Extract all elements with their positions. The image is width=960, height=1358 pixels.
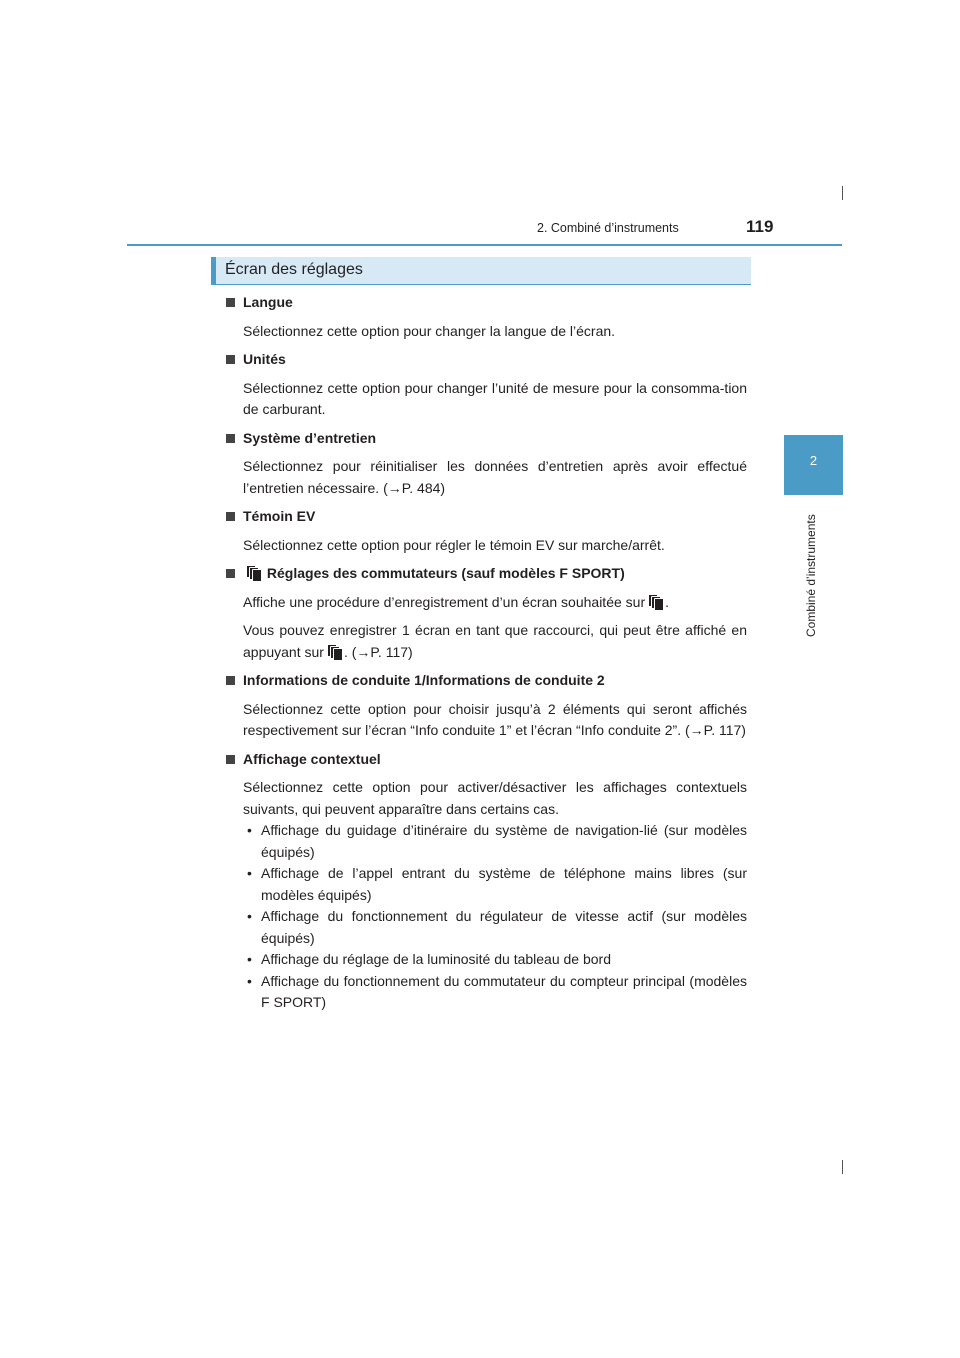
square-bullet-icon — [226, 298, 235, 307]
chapter-tab-number: 2 — [809, 453, 818, 468]
item-description: Sélectionnez cette option pour changer la langue de l’écran. — [243, 322, 616, 339]
section-title: Écran des réglages — [225, 261, 363, 278]
settings-list — [223, 292, 747, 1020]
square-bullet-icon — [226, 355, 235, 364]
item-title: Témoin EV — [223, 506, 747, 528]
list-item-systeme-entretien — [223, 428, 747, 500]
chapter-side-label: Combiné d’instruments — [804, 514, 818, 637]
display-switch-icon — [327, 644, 341, 660]
list-item: • Affichage du fonctionnement du régulateur de vitesse actif (sur modèles équipés) — [261, 906, 747, 949]
item-description: Affiche une procédure d’enregistrement d’un écran souhaitée sur . Vous pouvez enregistrer 1 écran en tant que raccourci, qui peut être affiché en appuyant sur . (→P. 117) — [243, 593, 747, 660]
item-title: Système d’entretien — [223, 428, 747, 450]
display-switch-icon — [648, 594, 662, 610]
list-item-reglages-commutateurs — [223, 563, 747, 663]
crop-mark-bottom — [842, 1160, 843, 1174]
item-title: Affichage contextuel — [223, 749, 747, 771]
square-bullet-icon — [226, 755, 235, 764]
list-item-langue — [223, 292, 747, 342]
list-item-affichage-contextuel — [223, 749, 747, 1014]
item-title: Réglages des commutateurs (sauf modèles F SPORT) — [223, 563, 747, 585]
list-item: • Affichage de l’appel entrant du système de téléphone mains libres (sur modèles équipés) — [261, 863, 747, 906]
item-description: Sélectionnez cette option pour changer l’unité de mesure pour la consomma-tion de carburant. — [243, 379, 747, 417]
item-description: Sélectionnez cette option pour activer/désactiver les affichages contextuels suivants, qui peuvent apparaître dans certains cas. — [243, 779, 747, 817]
square-bullet-icon — [226, 569, 235, 578]
header-rule — [127, 244, 842, 246]
square-bullet-icon — [226, 512, 235, 521]
item-description: Sélectionnez cette option pour choisir jusqu’à 2 éléments qui seront affichés respectivement sur l’écran “Info conduite 1” et l’écran “Info conduite 2”. (→P. 117) — [243, 700, 747, 738]
popup-list — [223, 820, 747, 1014]
list-item-temoin-ev — [223, 506, 747, 556]
item-description: Sélectionnez pour réinitialiser les données d’entretien après avoir effectué l’entretien nécessaire. (→P. 484) — [243, 458, 747, 496]
chapter-title: 2. Combiné d’instruments — [537, 221, 679, 235]
list-item: • Affichage du fonctionnement du commutateur du compteur principal (modèles F SPORT) — [261, 971, 747, 1014]
list-item-unites — [223, 349, 747, 421]
page-number: 119 — [746, 217, 774, 236]
item-description: Sélectionnez cette option pour régler le témoin EV sur marche/arrêt. — [243, 536, 665, 553]
crop-mark-top — [842, 186, 843, 200]
square-bullet-icon — [226, 434, 235, 443]
display-switch-icon — [246, 565, 260, 581]
list-item: • Affichage du réglage de la luminosité du tableau de bord — [261, 949, 747, 971]
list-item-informations-conduite — [223, 670, 747, 742]
item-title: Unités — [223, 349, 747, 371]
list-item: • Affichage du guidage d’itinéraire du système de navigation-lié (sur modèles équipés) — [261, 820, 747, 863]
item-title: Langue — [223, 292, 747, 314]
section-header — [211, 257, 751, 285]
item-title: Informations de conduite 1/Informations de conduite 2 — [223, 670, 747, 692]
square-bullet-icon — [226, 676, 235, 685]
chapter-tab — [784, 435, 843, 495]
